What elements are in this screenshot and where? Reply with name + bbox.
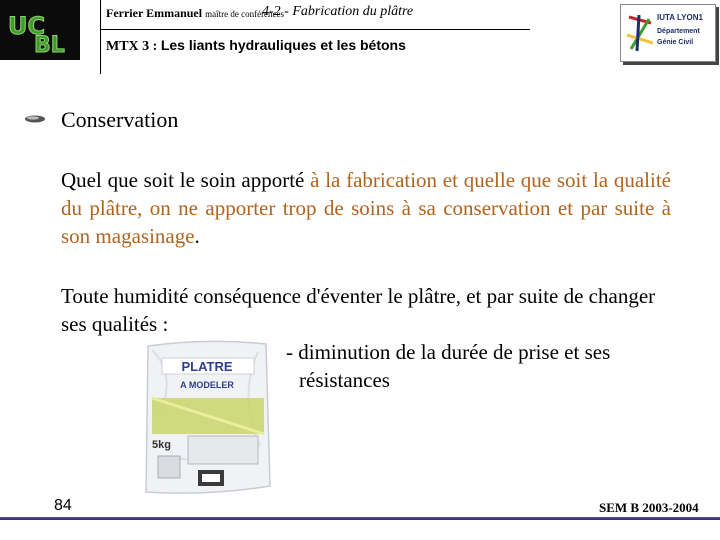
paragraph-conservation [61,166,671,250]
course-title [106,37,406,55]
course-name: Les liants hydrauliques et les bétons [160,37,406,53]
bag-label-top: PLATRE [181,359,233,374]
para1-highlight: à la fabrication et quelle que soit la qualité du plâtre, on ne apporter trop de soins à sa conservation et par suite à son magasinage [61,168,671,248]
bag-label-bottom: A MODELER [180,380,234,390]
para1-start: Quel que soit le soin apporté [61,168,311,192]
session-label: SEM B 2003-2004 [599,500,699,515]
item-line1: - diminution de la durée de prise et ses [286,340,611,364]
iuta-logo [620,4,716,62]
item-line2: résistances [299,368,390,392]
para1-end: . [194,224,200,248]
plaster-bag-image [138,336,276,500]
iuta-emblem-icon [625,13,655,53]
logo-letters-uc: UC [8,12,46,40]
logo-letters-bl: BL [34,33,65,58]
iuta-logo-line2: Département [657,28,700,35]
footer-divider [0,517,720,520]
author-line [106,6,284,21]
bag-weight: 5kg [152,439,171,451]
course-code: MTX 3 : [106,39,158,54]
author-name: Ferrier Emmanuel [106,6,203,20]
consequence-item [286,338,696,394]
page-number: 84 [54,497,72,514]
iuta-logo-line3: Génie Civil [657,39,694,46]
author-role: maître de conférences [205,9,285,19]
header-divider-vertical [100,0,101,74]
iuta-logo-line1: IUTA LYON1 [657,13,703,22]
bullet-icon [24,114,46,124]
header-divider-horizontal [100,29,530,30]
slide-heading: Conservation [61,107,179,132]
section-title: 4-2 - Fabrication du plâtre [262,4,414,19]
ucbl-logo [0,0,80,60]
paragraph-humidity: Toute humidité conséquence d'éventer le plâtre, et par suite de changer ses qualités : [61,284,656,336]
